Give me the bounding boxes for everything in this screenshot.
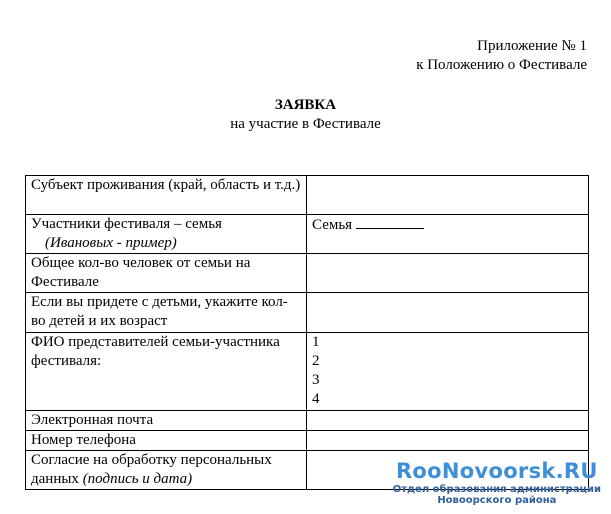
appendix-regulation: к Положению о Фестивале [416,57,587,73]
appendix-reference [416,37,587,75]
table-row [26,215,589,254]
field-people-count[interactable] [307,254,589,293]
row-label-phone [26,431,307,451]
label-note: (подпись и дата) [82,471,193,487]
table-row [26,293,589,333]
label-note: (Ивановых - пример) [45,235,177,251]
application-form-table [25,175,589,490]
label-text: Субъект проживания (край, область и т.д.) [31,177,301,193]
table-row [26,254,589,293]
row-label-region [26,176,307,215]
document-heading [0,96,611,134]
row-label-people-count [26,254,307,293]
row-label-children [26,293,307,333]
field-region[interactable] [307,176,589,215]
label-text: Номер телефона [31,432,136,448]
row-label-consent [26,451,307,490]
watermark-line-2: Новоорского района [437,495,557,506]
watermark-line-1: Отдел образования администрации [392,484,601,495]
label-text: Согласие на обработку персональных данных [31,452,272,487]
row-label-representatives [26,333,307,411]
label-text: Если вы придете с детьми, укажите кол-во детей и их возраст [31,294,288,329]
representative-line-2: 2 [312,353,320,369]
representative-line-1: 1 [312,334,320,350]
table-row [26,411,589,431]
family-name-blank[interactable] [356,215,424,229]
field-children[interactable] [307,293,589,333]
label-text: Участники фестиваля – семья [31,216,222,232]
label-text: Электронная почта [31,412,154,428]
label-text: Общее кол-во человек от семьи на Фестивале [31,255,251,290]
watermark-brand: RooNovoorsk.RU [395,459,598,483]
appendix-number: Приложение № 1 [477,38,587,54]
representative-line-4: 4 [312,391,320,407]
document-subtitle: на участие в Фестивале [230,116,381,132]
representative-line-3: 3 [312,372,320,388]
site-watermark [393,458,601,506]
row-label-family [26,215,307,254]
table-row [26,176,589,215]
document-title: ЗАЯВКА [274,97,337,113]
field-email[interactable] [307,411,589,431]
family-prefix: Семья [312,217,353,233]
field-representatives[interactable] [307,333,589,411]
field-family[interactable] [307,215,589,254]
field-phone[interactable] [307,431,589,451]
label-text: ФИО представителей семьи-участника фестиваля: [31,334,280,369]
table-row [26,431,589,451]
row-label-email [26,411,307,431]
table-row [26,333,589,411]
